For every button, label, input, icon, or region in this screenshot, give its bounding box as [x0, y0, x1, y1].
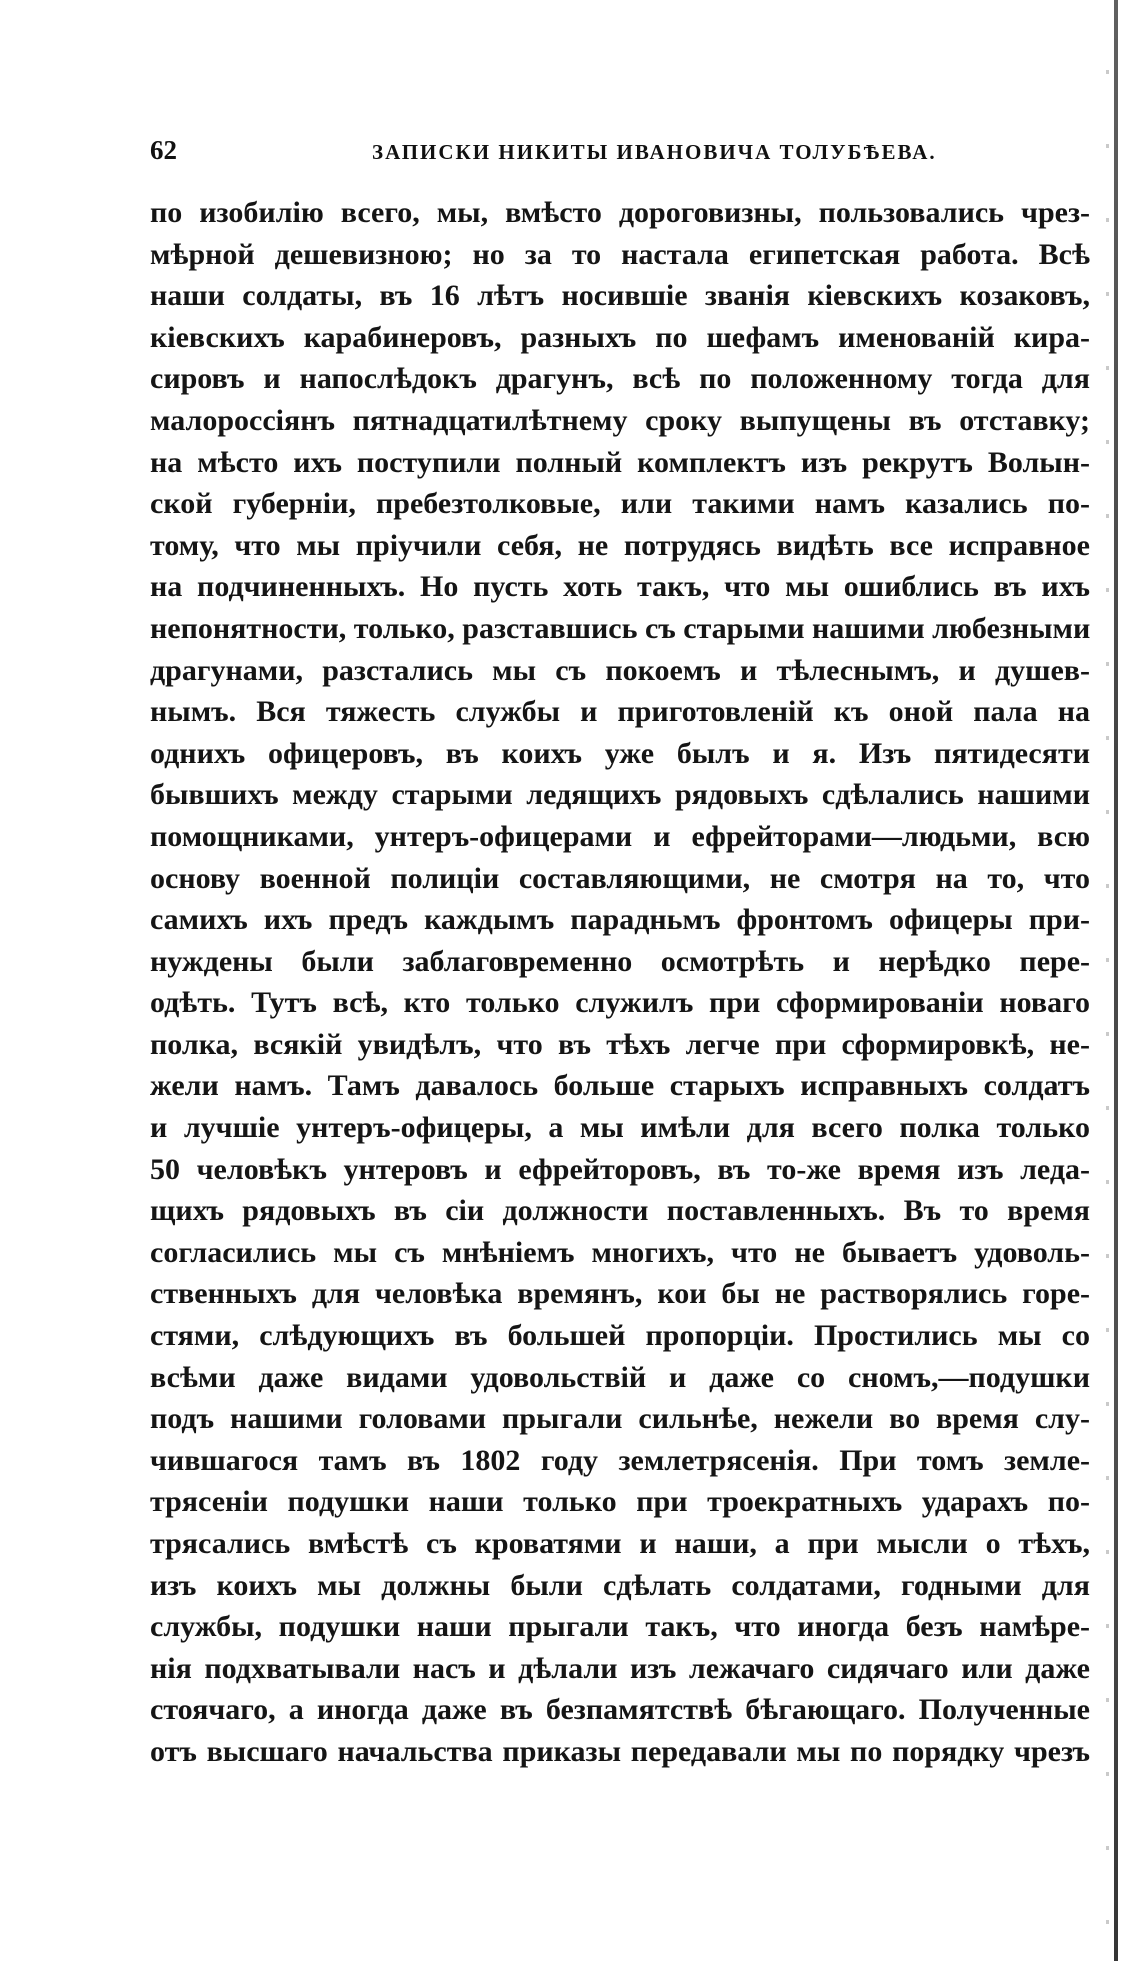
text-line: одѣть. Тутъ всѣ, кто только служилъ при сформированіи новаго	[150, 986, 1090, 1020]
text-line: и лучшіе унтеръ-офицеры, а мы имѣли для всего полка только	[150, 1111, 1090, 1145]
text-line: однихъ офицеровъ, въ коихъ уже былъ и я. Изъ пятидесяти	[150, 736, 1090, 770]
text-line: нуждены были заблаговременно осмотрѣть и нерѣдко пере-	[150, 944, 1090, 978]
text-line: отъ высшаго начальства приказы передавали мы по порядку чрезъ	[150, 1734, 1090, 1768]
text-line: помощниками, унтеръ-офицерами и ефрейторами—людьми, всю	[150, 819, 1090, 853]
text-line: всѣми даже видами удовольствій и даже со сномъ,—подушки	[150, 1360, 1090, 1394]
text-line: щихъ рядовыхъ въ сіи должности поставленныхъ. Въ то время	[150, 1194, 1090, 1228]
text-line: мѣрной дешевизною; но за то настала египетская работа. Всѣ	[150, 237, 1090, 271]
text-line: трясались вмѣстѣ съ кроватями и наши, а при мысли о тѣхъ,	[150, 1527, 1090, 1560]
text-line: тому, что мы пріучили себя, не потрудясь видѣть все исправное	[150, 528, 1090, 562]
text-line: малороссіянъ пятнадцатилѣтнему сроку выпущены въ отставку;	[150, 403, 1090, 437]
text-line: трясеніи подушки наши только при троекратныхъ ударахъ по-	[150, 1485, 1090, 1519]
body-text	[150, 192, 1090, 1773]
text-line: бывшихъ между старыми ледящихъ рядовыхъ сдѣлались нашими	[150, 778, 1090, 812]
text-line: сировъ и напослѣдокъ драгунъ, всѣ по положенному тогда для	[150, 362, 1090, 396]
text-line: нія подхватывали насъ и дѣлали изъ лежачаго сидячаго или даже	[150, 1651, 1090, 1685]
text-line: самихъ ихъ предъ каждымъ парадньмъ фронтомъ офицеры при-	[150, 903, 1090, 937]
text-line: драгунами, разстались мы съ покоемъ и тѣлеснымъ, и душев-	[150, 653, 1090, 687]
text-line: согласились мы съ мнѣніемъ многихъ, что не бываетъ удоволь-	[150, 1235, 1090, 1269]
text-line: службы, подушки наши прыгали такъ, что иногда безъ намѣре-	[150, 1610, 1090, 1644]
text-line: ственныхъ для человѣка времянъ, кои бы не растворялись горе-	[150, 1277, 1090, 1311]
text-line: подъ нашими головами прыгали сильнѣе, нежели во время слу-	[150, 1402, 1090, 1436]
text-line: основу военной полиціи составляющими, не смотря на то, что	[150, 861, 1090, 895]
text-line: стями, слѣдующихъ въ большей пропорціи. Простились мы со	[150, 1319, 1090, 1353]
text-line: жели намъ. Тамъ давалось больше старыхъ исправныхъ солдатъ	[150, 1069, 1090, 1103]
text-line: кіевскихъ карабинеровъ, разныхъ по шефамъ именованій кира-	[150, 320, 1090, 354]
text-line: чившагося тамъ въ 1802 году землетрясенія. При томъ земле-	[150, 1443, 1090, 1477]
text-line: стоячаго, а иногда даже въ безпамятствѣ бѣгающаго. Полученные	[150, 1693, 1090, 1727]
text-line: непонятности, только, разставшись съ старыми нашими любезными	[150, 611, 1090, 645]
page-header	[150, 130, 1090, 170]
text-line: нымъ. Вся тяжесть службы и приготовленій къ оной пала на	[150, 695, 1090, 729]
text-line: наши солдаты, въ 16 лѣтъ носившіе званія кіевскихъ козаковъ,	[150, 279, 1090, 313]
running-title: ЗАПИСКИ НИКИТЫ ИВАНОВИЧА ТОЛУБѢЕВА.	[372, 140, 937, 164]
text-line: на мѣсто ихъ поступили полный комплектъ изъ рекрутъ Волын-	[150, 445, 1090, 479]
page-edge-specks	[1106, 0, 1109, 1961]
page-number: 62	[150, 135, 177, 165]
text-line: ской губерніи, пребезтолковые, или такими намъ казались по-	[150, 487, 1090, 521]
text-line: по изобилію всего, мы, вмѣсто дороговизны, пользовались чрез-	[150, 196, 1090, 229]
text-line: полка, всякій увидѣлъ, что въ тѣхъ легче при сформировкѣ, не-	[150, 1027, 1090, 1061]
text-line: 50 человѣкъ унтеровъ и ефрейторовъ, въ то-же время изъ леда-	[150, 1152, 1090, 1186]
text-line: на подчиненныхъ. Но пусть хоть такъ, что мы ошиблись въ ихъ	[150, 570, 1090, 604]
page-edge-shadow	[1114, 0, 1118, 1961]
text-line: изъ коихъ мы должны были сдѣлать солдатами, годными для	[150, 1568, 1090, 1602]
